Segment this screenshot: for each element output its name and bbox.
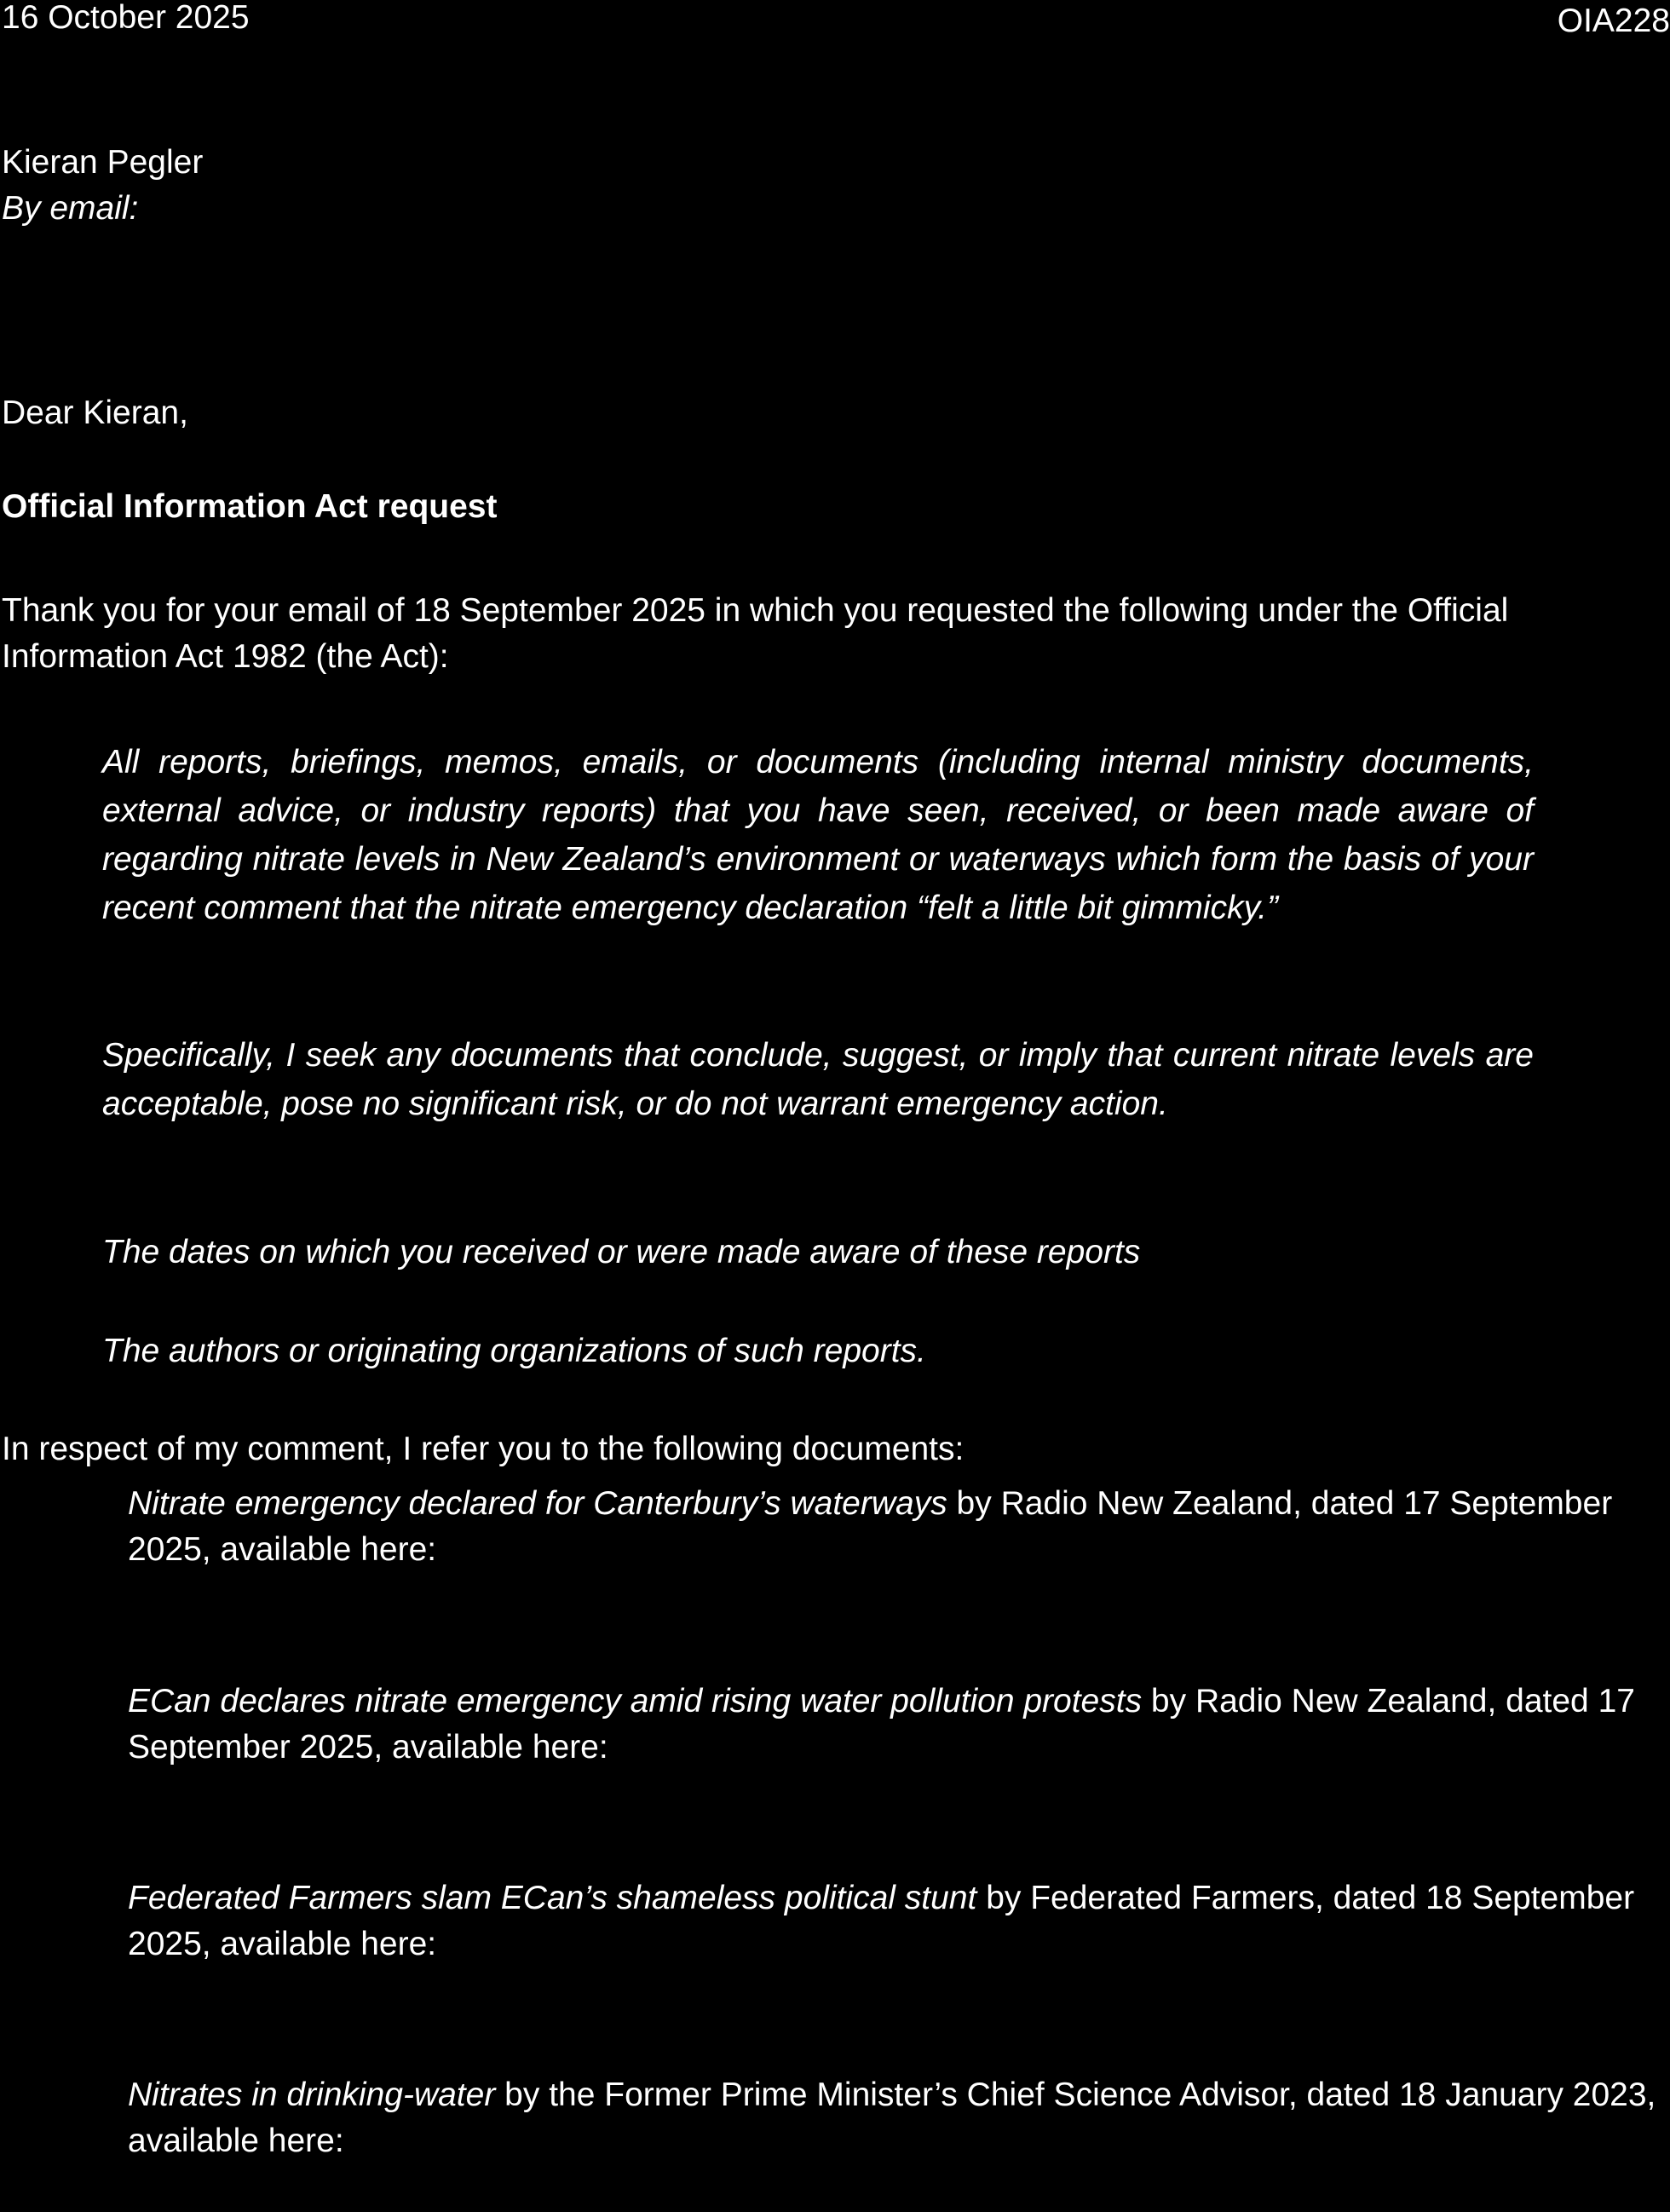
request-item-4: The authors or originating organizations of such reports.: [102, 1333, 926, 1369]
document-details: by Radio New Zealand, dated 17 September 2025, available here:: [128, 1485, 1613, 1568]
request-item-3: The dates on which you received or were made aware of these reports: [102, 1234, 1141, 1270]
document-item: [128, 2072, 1661, 2164]
document-details: by Federated Farmers, dated 18 September 2025, available here:: [128, 1880, 1635, 1962]
document-title: Federated Farmers slam ECan’s shameless political stunt: [128, 1880, 977, 1916]
letter-heading: Official Information Act request: [2, 488, 498, 525]
document-item: [128, 1875, 1661, 1967]
salutation: Dear Kieran,: [2, 395, 188, 431]
document-title: Nitrates in drinking-water: [128, 2077, 496, 2113]
refer-intro: In respect of my comment, I refer you to the following documents:: [2, 1431, 965, 1467]
reference-number: OIA228: [1557, 3, 1670, 39]
request-item-2: Specifically, I seek any documents that conclude, suggest, or imply that current nitrate levels are acceptable, pose no significant risk, or do not warrant emergency action.: [102, 1037, 1534, 1122]
document-title: ECan declares nitrate emergency amid rising water pollution protests: [128, 1683, 1143, 1719]
document-title: Nitrate emergency declared for Canterbury’s waterways: [128, 1485, 947, 1522]
delivery-method: By email:: [2, 190, 139, 227]
document-item: [128, 1679, 1661, 1771]
document-details: by Radio New Zealand, dated 17 September 2025, available here:: [128, 1683, 1635, 1766]
letter-date: 16 October 2025: [2, 0, 250, 36]
document-details: by the Former Prime Minister’s Chief Science Advisor, dated 18 January 2023, available here:: [128, 2077, 1656, 2159]
document-item: [128, 1481, 1661, 1573]
recipient-name: Kieran Pegler: [2, 144, 204, 181]
intro-paragraph: Thank you for your email of 18 September 2025 in which you requested the following under the Official Information Act 1982 (the Act):: [2, 592, 1509, 675]
request-item-1: All reports, briefings, memos, emails, or documents (including internal ministry documents, external advice, or industry reports) that you have seen, received, or been made aware of regarding nitrate levels in New Zealand’s environment or waterways which form the basis of your recent comment that the nitrate emergency declaration “felt a little bit gimmicky.”: [102, 744, 1534, 926]
